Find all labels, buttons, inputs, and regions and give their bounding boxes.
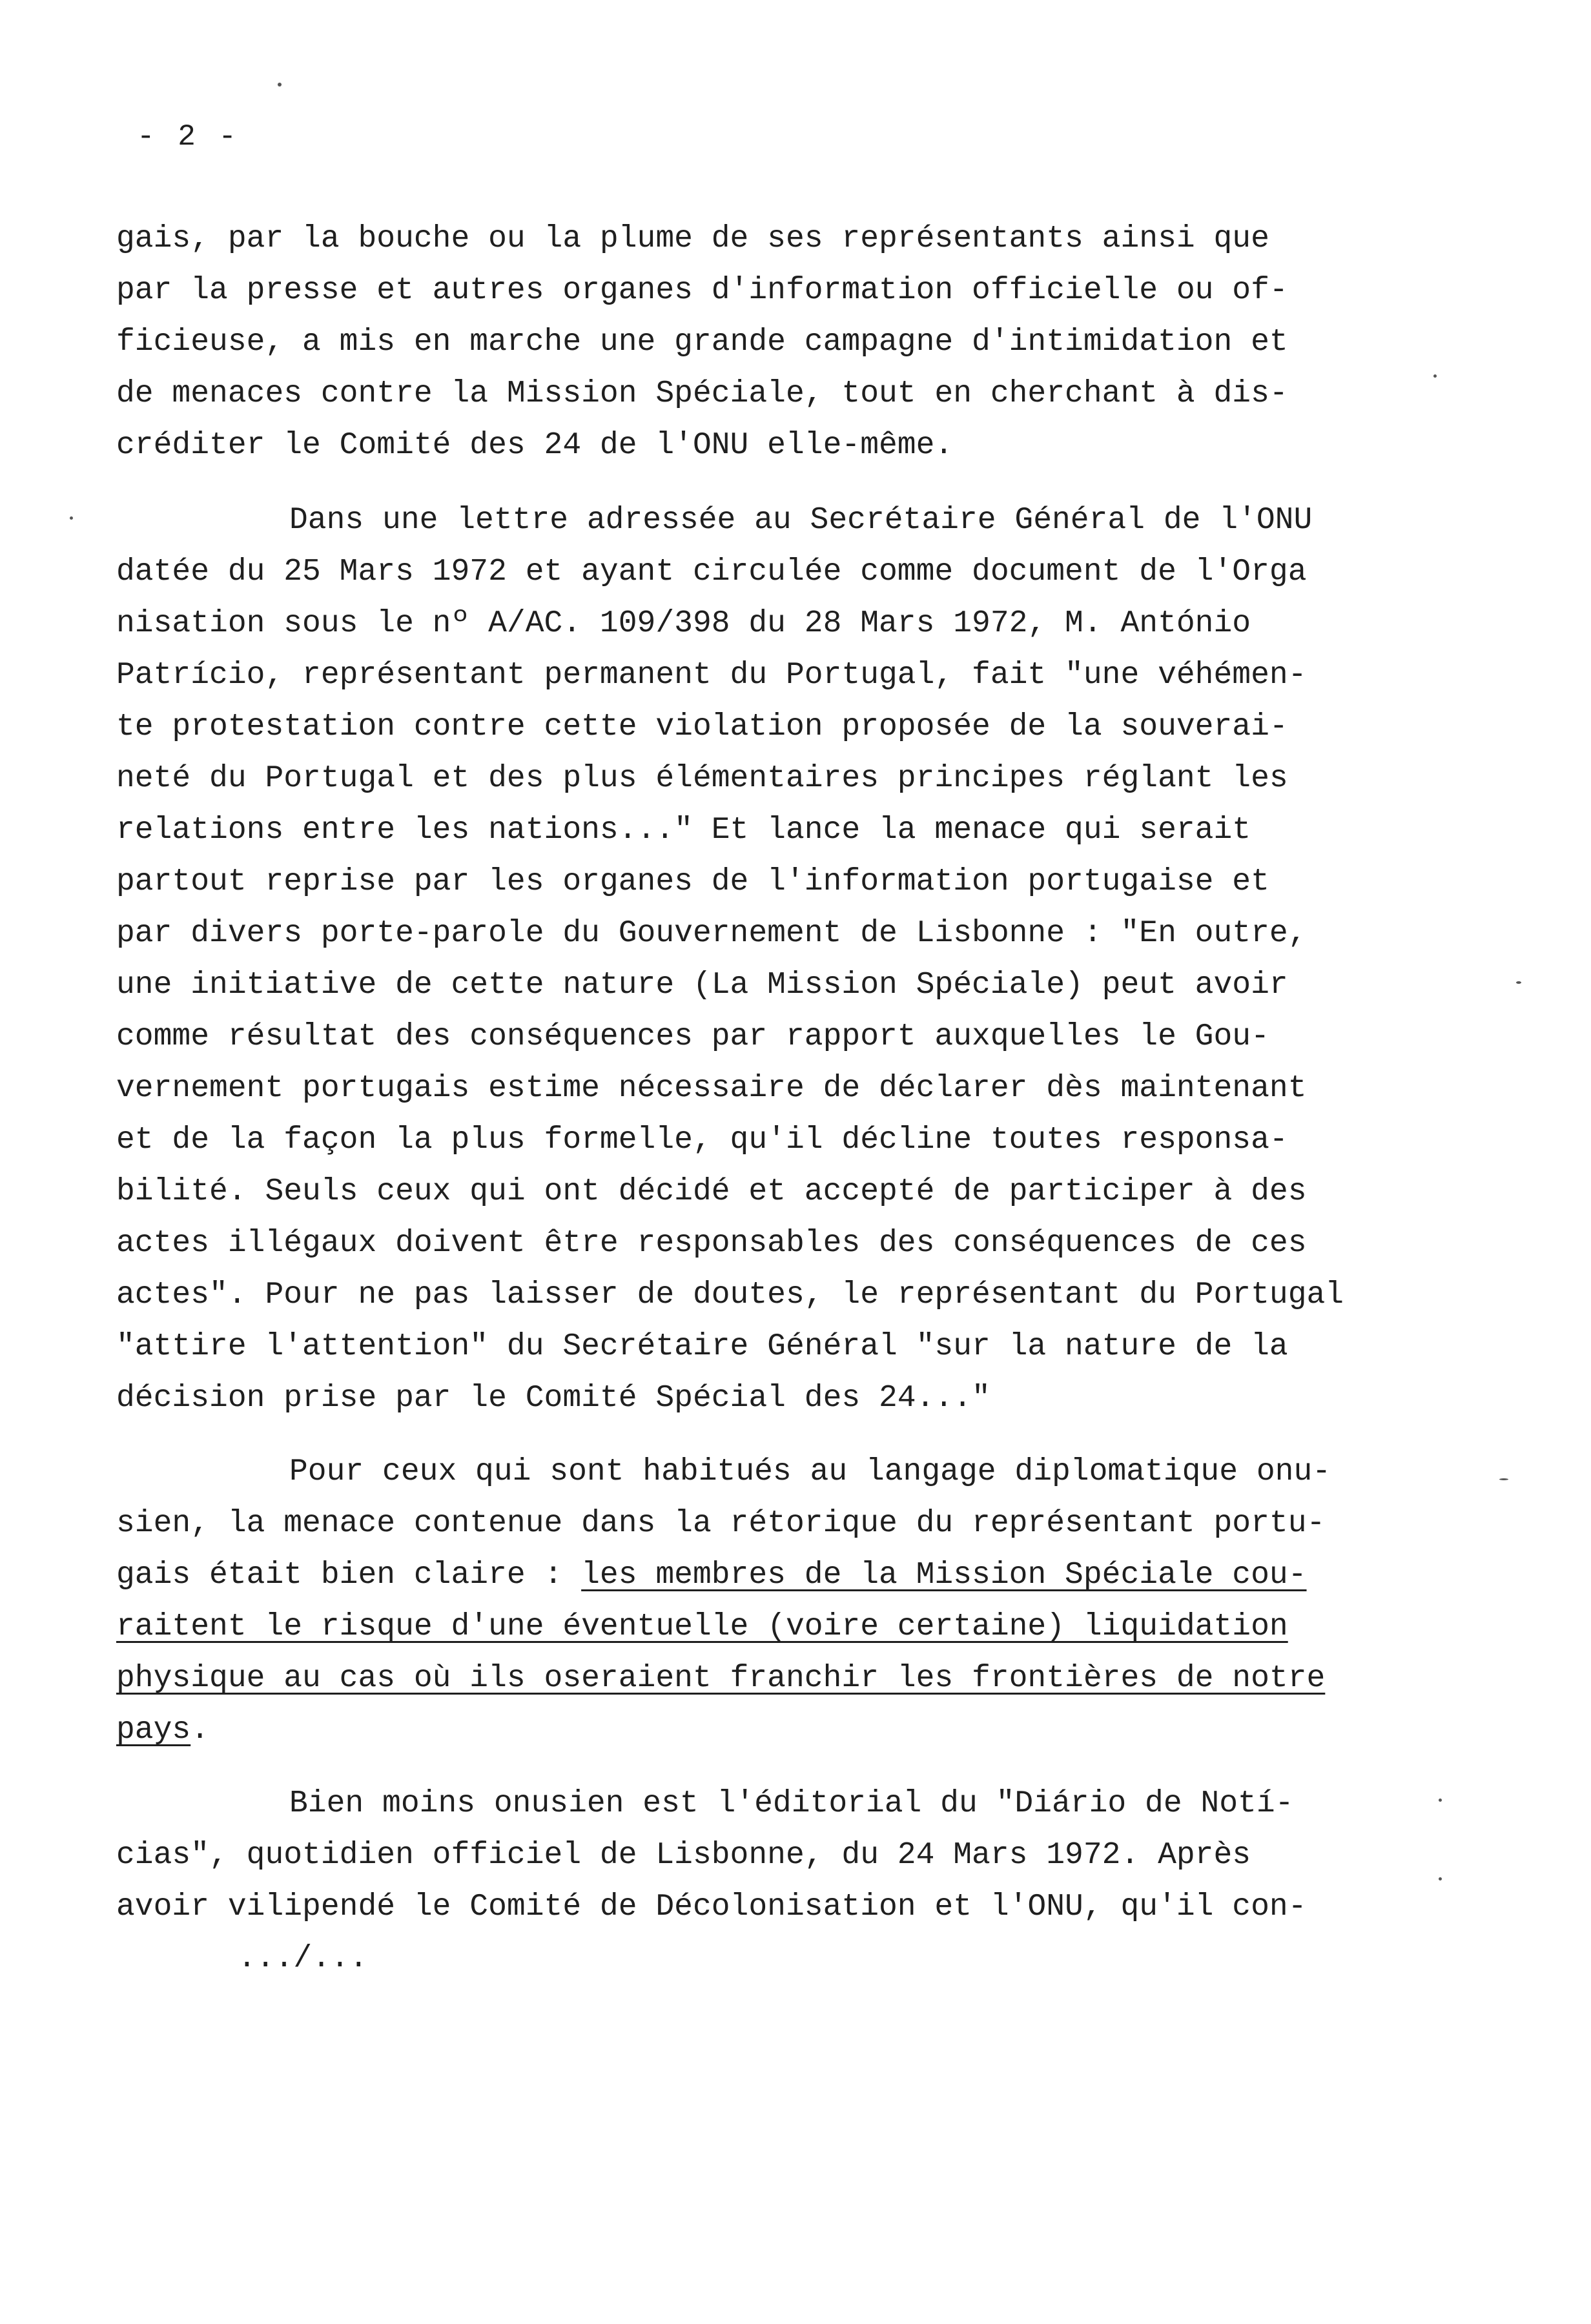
text-line [116, 1659, 1325, 1698]
text-line: gais, par la bouche ou la plume de ses représentants ainsi que [116, 221, 1269, 256]
text-line [116, 1556, 1307, 1595]
text-segment: . [190, 1713, 210, 1748]
text-line: datée du 25 Mars 1972 et ayant circulée comme document de l'Orga [116, 555, 1307, 589]
scan-speck [1499, 1478, 1508, 1480]
text-line: Bien moins onusien est l'éditorial du "Diário de Notí- [289, 1786, 1294, 1821]
text-line: te protestation contre cette violation proposée de la souverai- [116, 709, 1288, 744]
text-line: comme résultat des conséquences par rapport auxquelles le Gou- [116, 1019, 1269, 1054]
continuation-mark: .../... [238, 1941, 368, 1976]
text-line: Dans une lettre adressée au Secrétaire Général de l'ONU [289, 503, 1313, 538]
text-line: nisation sous le nº A/AC. 109/398 du 28 Mars 1972, M. António [116, 606, 1251, 641]
page-number: - 2 - [137, 120, 240, 154]
scan-speck [1433, 374, 1437, 378]
text-line: créditer le Comité des 24 de l'ONU elle-même. [116, 428, 954, 463]
text-line: bilité. Seuls ceux qui ont décidé et accepté de participer à des [116, 1174, 1307, 1209]
underlined-text: physique au cas où ils oseraient franchir les frontières de notre [116, 1661, 1326, 1696]
underlined-text: pays [116, 1713, 191, 1748]
text-line [116, 1711, 209, 1749]
text-line: cias", quotidien officiel de Lisbonne, du 24 Mars 1972. Après [116, 1838, 1251, 1873]
underlined-text: les membres de la Mission Spéciale cou- [581, 1558, 1307, 1593]
text-line: de menaces contre la Mission Spéciale, tout en cherchant à dis- [116, 376, 1288, 411]
text-line: relations entre les nations..." Et lance la menace qui serait [116, 813, 1251, 848]
text-line: actes". Pour ne pas laisser de doutes, le représentant du Portugal [116, 1278, 1344, 1312]
scan-speck [1516, 981, 1521, 984]
text-line: sien, la menace contenue dans la rétorique du représentant portu- [116, 1506, 1326, 1541]
text-segment: gais était bien claire : [116, 1558, 582, 1593]
text-line: Pour ceux qui sont habitués au langage diplomatique onu- [289, 1454, 1331, 1489]
text-line: actes illégaux doivent être responsables des conséquences de ces [116, 1226, 1307, 1261]
scan-speck [70, 516, 73, 520]
text-line: par divers porte-parole du Gouvernement de Lisbonne : "En outre, [116, 916, 1307, 951]
scan-speck [278, 83, 282, 87]
text-line: partout reprise par les organes de l'information portugaise et [116, 864, 1269, 899]
text-line: une initiative de cette nature (La Mission Spéciale) peut avoir [116, 968, 1288, 1003]
text-line: neté du Portugal et des plus élémentaires principes réglant les [116, 761, 1288, 796]
scan-speck [1439, 1877, 1442, 1881]
text-line: Patrício, représentant permanent du Portugal, fait "une véhémen- [116, 658, 1307, 693]
text-line: avoir vilipendé le Comité de Décolonisation et l'ONU, qu'il con- [116, 1890, 1307, 1924]
text-line: et de la façon la plus formelle, qu'il décline toutes responsa- [116, 1123, 1288, 1157]
text-line: décision prise par le Comité Spécial des 24..." [116, 1381, 991, 1416]
scan-speck [1439, 1799, 1442, 1802]
text-line: par la presse et autres organes d'information officielle ou of- [116, 273, 1288, 308]
text-line: ficieuse, a mis en marche une grande campagne d'intimidation et [116, 325, 1288, 360]
text-line: "attire l'attention" du Secrétaire Général "sur la nature de la [116, 1329, 1288, 1364]
underlined-text: raitent le risque d'une éventuelle (voire certaine) liquidation [116, 1609, 1288, 1644]
text-line [116, 1607, 1288, 1646]
text-line: vernement portugais estime nécessaire de déclarer dès maintenant [116, 1071, 1307, 1106]
